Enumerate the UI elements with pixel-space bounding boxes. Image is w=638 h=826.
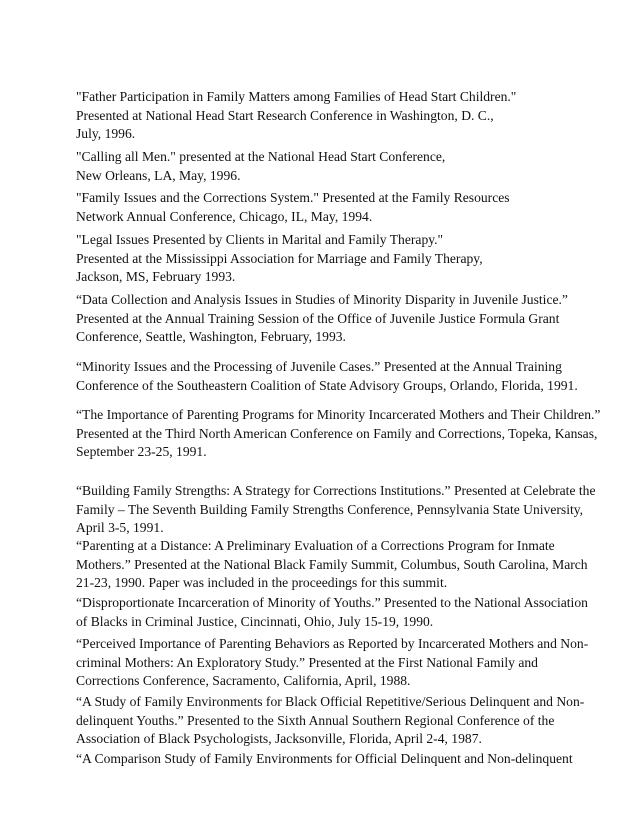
entry-line: Presented at the Third North American Conference on Family and Corrections, Topeka, Kansas, <box>76 425 598 441</box>
entry-line: Association of Black Psychologists, Jacksonville, Florida, April 2-4, 1987. <box>76 731 482 746</box>
presentation-entry <box>76 537 588 593</box>
entry-line: "Father Participation in Family Matters among Families of Head Start Children." <box>76 89 517 104</box>
entry-line: “Parenting at a Distance: A Preliminary Evaluation of a Corrections Program for Inmate <box>76 538 555 553</box>
entry-line: "Family Issues and the Corrections System." Presented at the Family Resources <box>76 190 510 205</box>
entry-line: “Data Collection and Analysis Issues in Studies of Minority Disparity in Juvenile Justice.” <box>76 292 568 307</box>
entry-line: Conference, Seattle, Washington, February, 1993. <box>76 329 346 344</box>
entry-line: April 3-5, 1991. <box>76 520 164 535</box>
entry-line: New Orleans, LA, May, 1996. <box>76 167 241 183</box>
entry-line: “A Study of Family Environments for Black Official Repetitive/Serious Delinquent and Non- <box>76 694 585 709</box>
entry-line: “A Comparison Study of Family Environments for Official Delinquent and Non-delinquent <box>76 751 573 766</box>
entry-line: “Minority Issues and the Processing of Juvenile Cases.” Presented at the Annual Training <box>76 359 562 374</box>
presentation-entry <box>76 482 596 538</box>
entry-line: July, 1996. <box>76 126 136 141</box>
entry-line: “The Importance of Parenting Programs for Minority Incarcerated Mothers and Their Children.” <box>76 407 601 422</box>
entry-line: Family – The Seventh Building Family Strengths Conference, Pennsylvania State University, <box>76 501 584 517</box>
entry-line: Conference of the Southeastern Coalition of State Advisory Groups, Orlando, Florida, 1991. <box>76 377 578 393</box>
presentation-entry <box>76 88 576 144</box>
presentation-entry <box>76 231 576 287</box>
entry-line: "Calling all Men." presented at the National Head Start Conference, <box>76 149 446 164</box>
entry-line: "Legal Issues Presented by Clients in Marital and Family Therapy." <box>76 232 444 247</box>
presentation-entry <box>76 594 588 631</box>
presentation-entry <box>76 635 589 691</box>
entry-line: Presented at the Mississippi Association for Marriage and Family Therapy, <box>76 250 483 266</box>
entry-line: of Blacks in Criminal Justice, Cincinnati, Ohio, July 15-19, 1990. <box>76 613 434 629</box>
entry-line: Presented at the Annual Training Session of the Office of Juvenile Justice Formula Grant <box>76 310 560 326</box>
presentation-entry <box>76 750 576 769</box>
entry-line: Jackson, MS, February 1993. <box>76 269 236 284</box>
entry-line: “Perceived Importance of Parenting Behaviors as Reported by Incarcerated Mothers and Non- <box>76 636 589 651</box>
presentation-entry <box>76 148 576 185</box>
entry-line: Corrections Conference, Sacramento, California, April, 1988. <box>76 673 411 688</box>
presentation-entry <box>76 406 601 462</box>
entry-line: Network Annual Conference, Chicago, IL, May, 1994. <box>76 208 373 224</box>
entry-line: Mothers.” Presented at the National Black Family Summit, Columbus, South Carolina, March <box>76 556 588 572</box>
entry-line: “Disproportionate Incarceration of Minority of Youths.” Presented to the National Association <box>76 595 588 610</box>
entry-line: September 23-25, 1991. <box>76 444 207 459</box>
presentation-entry <box>76 189 576 226</box>
entry-line: criminal Mothers: An Exploratory Study.” Presented at the First National Family and <box>76 654 538 670</box>
entry-line: delinquent Youths.” Presented to the Sixth Annual Southern Regional Conference of the <box>76 712 555 728</box>
entry-line: “Building Family Strengths: A Strategy for Corrections Institutions.” Presented at Celebrate the <box>76 483 596 498</box>
entry-line: Presented at National Head Start Research Conference in Washington, D. C., <box>76 107 494 123</box>
presentation-entry <box>76 291 576 347</box>
presentation-entry <box>76 693 585 749</box>
entry-line: 21-23, 1990. Paper was included in the proceedings for this summit. <box>76 575 448 590</box>
presentation-entry <box>76 358 576 395</box>
